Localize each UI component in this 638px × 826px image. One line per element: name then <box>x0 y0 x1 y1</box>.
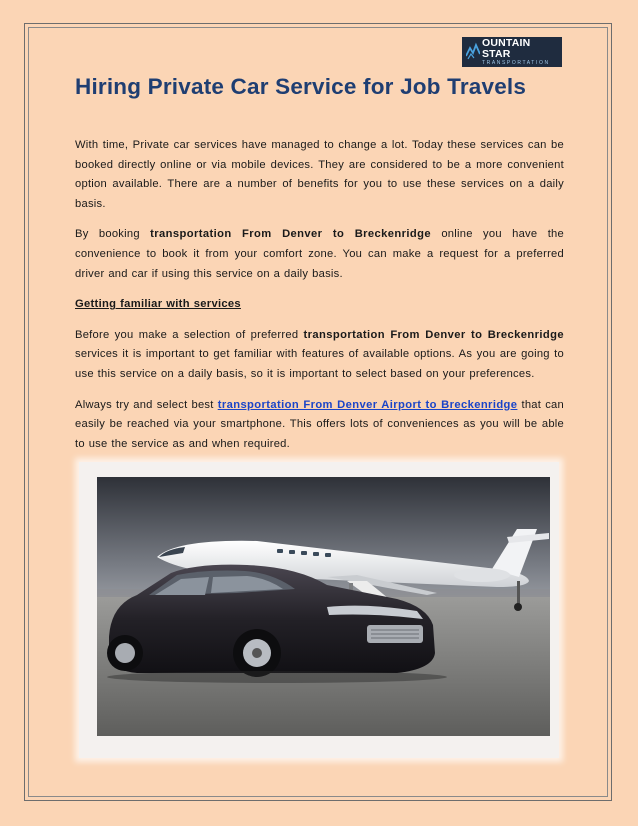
subheading-text: Getting familiar with services <box>75 298 241 311</box>
transportation-airport-link[interactable]: transportation From Denver Airport to Breckenridge <box>217 398 518 411</box>
paragraph-booking-text-1: By booking <box>75 228 151 241</box>
paragraph-booking-keyword: transportation From Denver to Breckenridge <box>150 228 432 241</box>
company-logo <box>462 37 562 67</box>
paragraph-select <box>75 396 564 455</box>
page-title: Hiring Private Car Service for Job Travels <box>75 74 527 99</box>
subheading-getting-familiar <box>75 295 564 315</box>
paragraph-familiar-text-1: Before you make a selection of preferred <box>75 328 304 341</box>
article-body <box>75 136 564 465</box>
paragraph-booking-text-2: online you have the convenience to book it from your comfort zone. You can make a request for a preferred driver and car if using this service on a daily basis. <box>75 228 564 280</box>
paragraph-intro: With time, Private car services have managed to change a lot. Today these services can be booked directly online or via mobile devices. They are considered to be a more convenient option available. There are a number of benefits for you to use these services on a daily basis. <box>75 139 564 210</box>
paragraph-select-text-1: Always try and select best <box>75 398 218 411</box>
paragraph-select-text-2: that can easily be reached via your smartphone. This offers lots of conveniences as you will be able to use the service as and when required. <box>75 398 564 450</box>
limousine-jet-photo <box>97 477 550 736</box>
paragraph-familiar-keyword: transportation From Denver to Breckenridge <box>303 328 564 341</box>
mountain-star-icon <box>466 42 480 62</box>
paragraph-familiar <box>75 326 564 385</box>
photo-frame <box>79 462 559 758</box>
logo-sub-text: TRANSPORTATION <box>481 60 550 66</box>
photo-illustration <box>97 477 550 736</box>
paragraph-booking <box>75 225 564 284</box>
logo-main-text: OUNTAIN STAR <box>481 37 531 60</box>
paragraph-familiar-text-2: services it is important to get familiar with features of available options. As you are going to use this service on a daily basis, so it is important to select based on your preferences. <box>75 348 564 380</box>
